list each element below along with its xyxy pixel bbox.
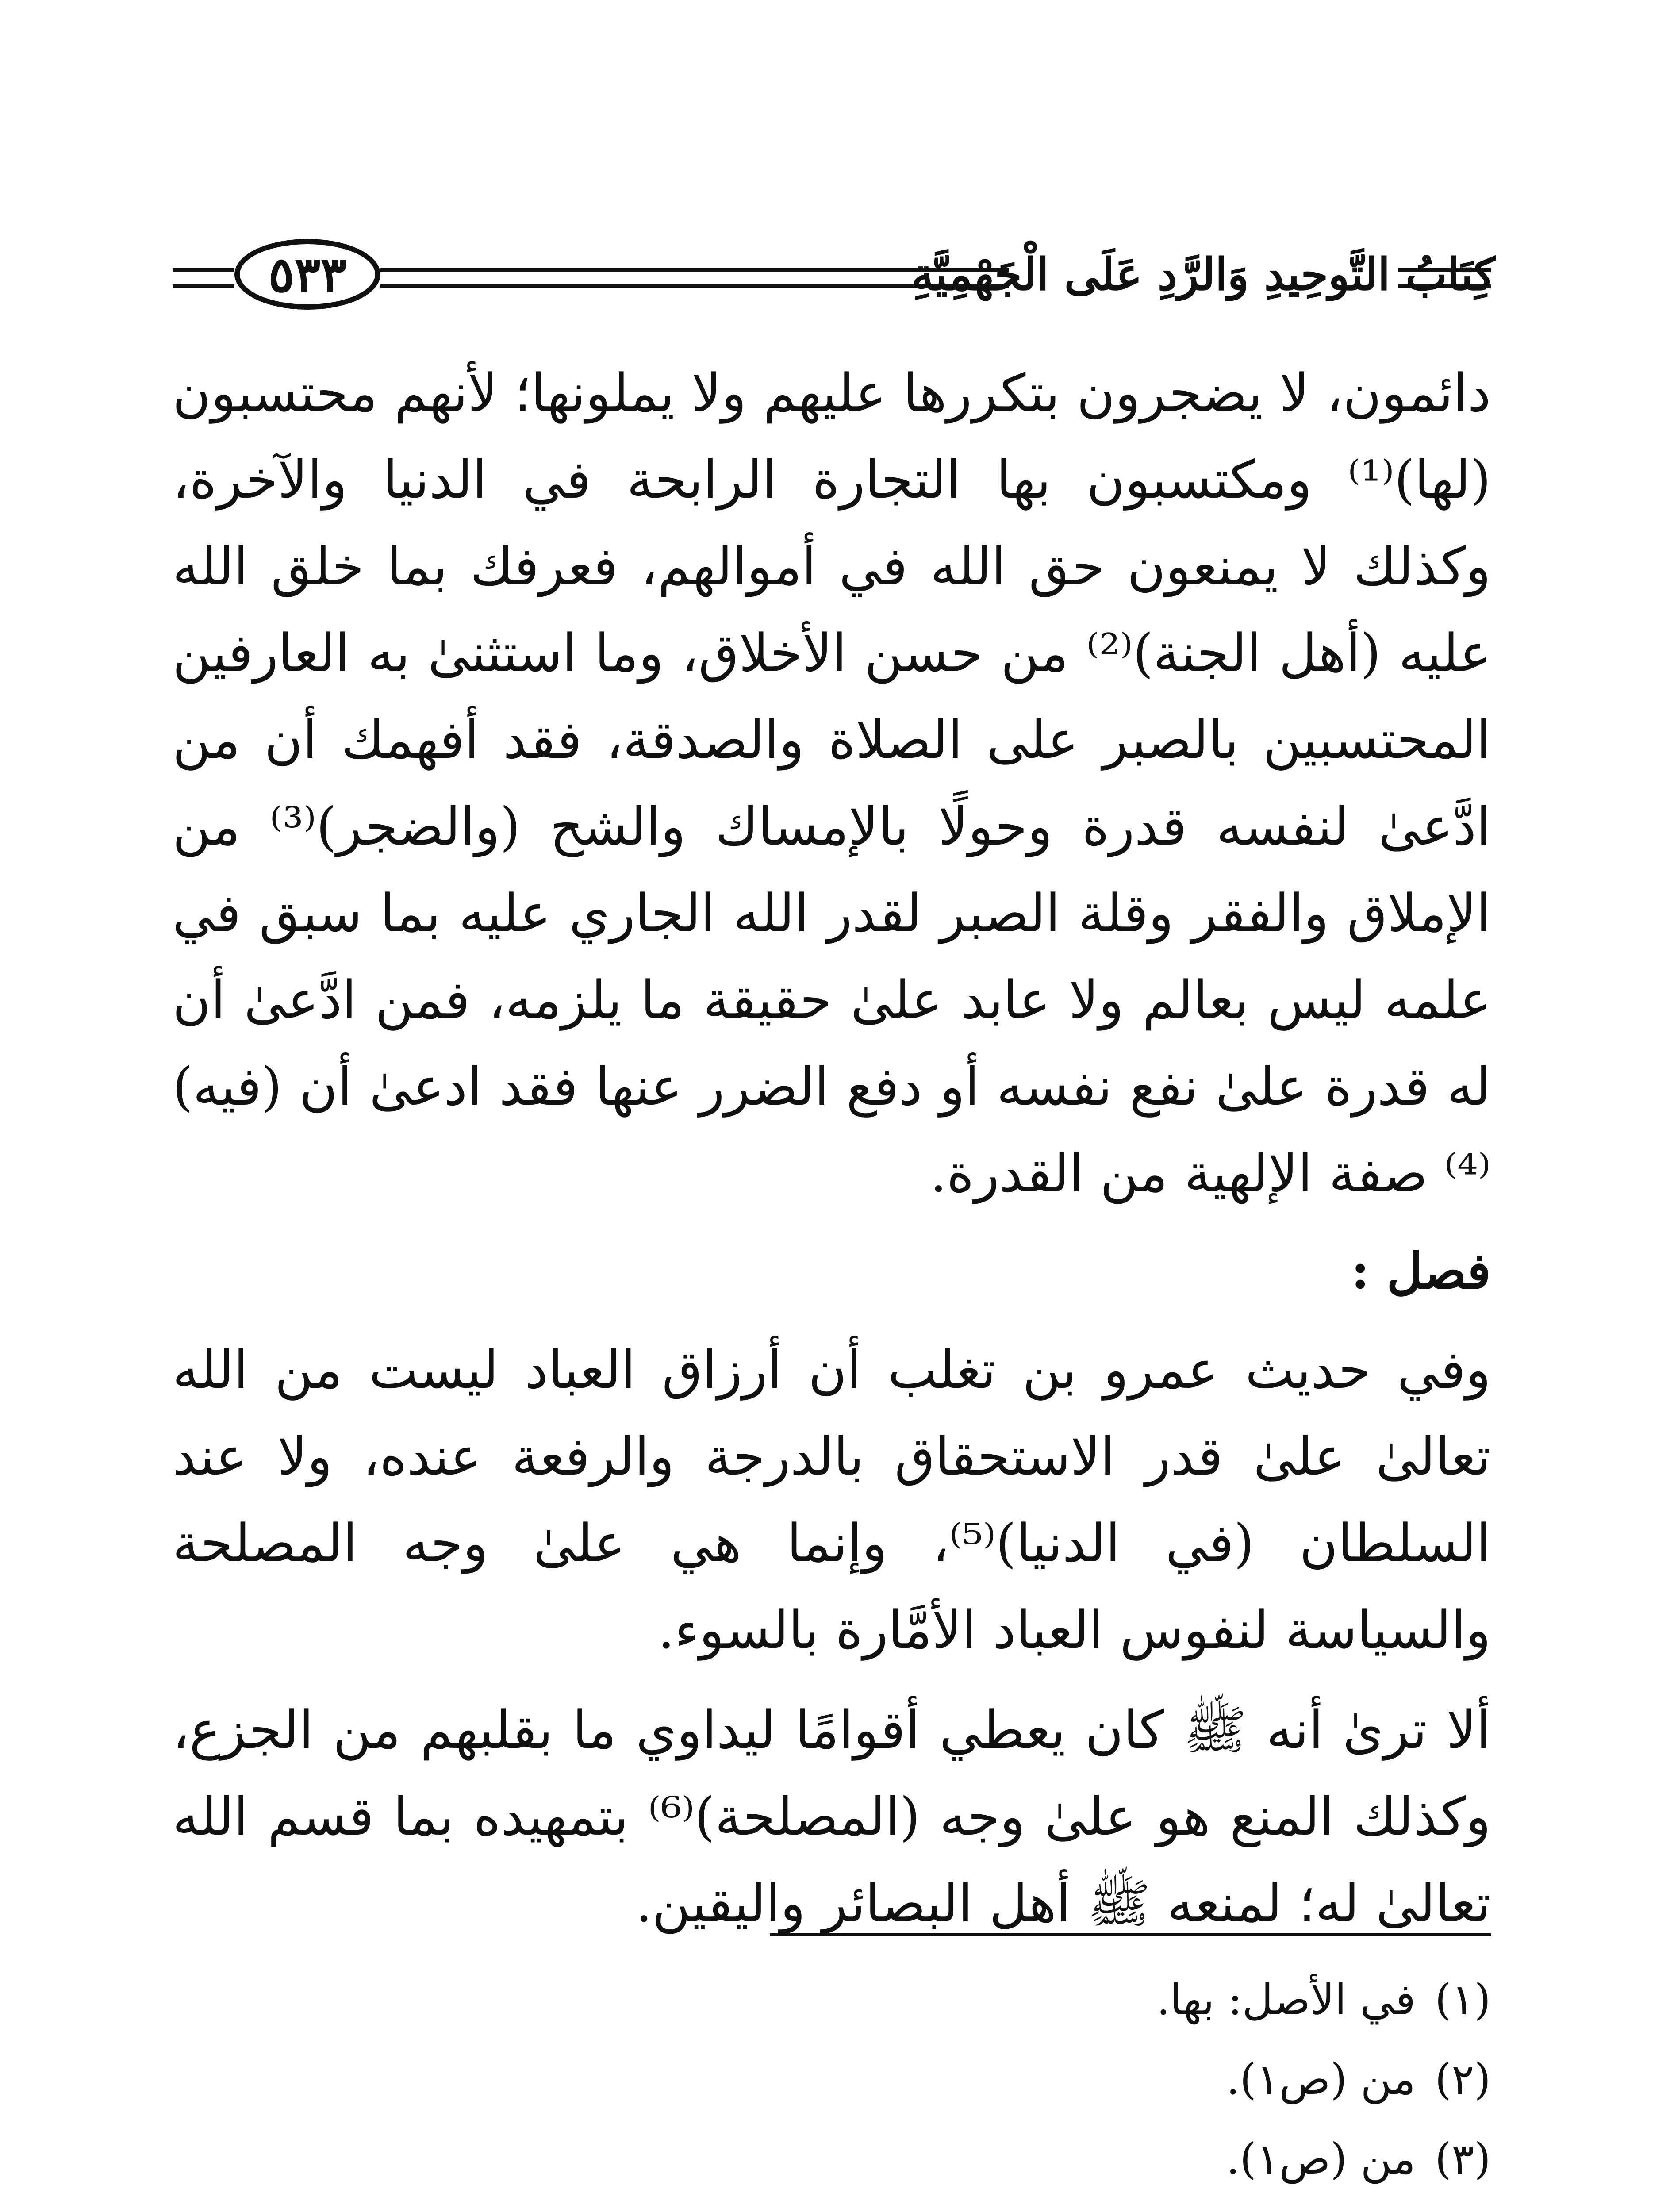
footnote-item <box>664 2039 1491 2119</box>
footnotes-list <box>664 1960 1491 2212</box>
footnote-separator <box>770 1933 1491 1936</box>
footnote-number: (٢) <box>1435 2055 1491 2104</box>
footnote-text: من (ص١). <box>1226 2134 1416 2184</box>
paragraph-3: ألا ترىٰ أنه ﷺ كان يعطي أقوامًا ليداوي ما بقلبهم من الجزع، وكذلك المنع هو علىٰ وجه (المصلحة)⁽⁶⁾ بتمهيده بما قسم الله تعالىٰ له؛ لمنعه ﷺ أهل البصائر واليقين. <box>173 1699 1491 1934</box>
footnote-number <box>1416 2199 1491 2212</box>
footnote-text: في الأصل: بها. <box>1156 1975 1416 2024</box>
paragraph-1: دائمون، لا يضجرون بتكررها عليهم ولا يملونها؛ لأنهم محتسبون (لها)⁽¹⁾ ومكتسبون بها التجارة الرابحة في الدنيا والآخرة، وكذلك لا يمنعون حق الله في أموالهم، فعرفك بما خلق الله عليه (أهل الجنة)⁽²⁾ من حسن الأخلاق، وما استثنىٰ به العارفين المحتسبين بالصبر على الصلاة والصدقة، فقد أفهمك أن من ادَّعىٰ لنفسه قدرة وحولًا بالإمساك والشح (والضجر)⁽³⁾ من الإملاق والفقر وقلة الصبر لقدر الله الجاري عليه بما سبق في علمه ليس بعالم ولا عابد علىٰ حقيقة ما يلزمه، فمن ادَّعىٰ أن له قدرة علىٰ نفع نفسه أو دفع الضرر عنها فقد ادعىٰ أن (فيه)⁽⁴⁾ صفة الإلهية من القدرة. <box>173 362 1491 1204</box>
page-number: ٥٣٣ <box>234 239 380 310</box>
header-rule-left <box>173 268 234 288</box>
paragraph-2: وفي حديث عمرو بن تغلب أن أرزاق العباد ليست من الله تعالىٰ علىٰ قدر الاستحقاق بالدرجة والرفعة عنده، ولا عند السلطان (في الدنيا)⁽⁵⁾، وإنما هي علىٰ وجه المصلحة والسياسة لنفوس العباد الأمَّارة بالسوء. <box>173 1339 1491 1660</box>
book-title: كِتَابُ التَّوحِيدِ وَالرَّدِ عَلَى الْجَهْمِيَّةِ <box>911 248 1495 300</box>
footnote-number: (٣) <box>1435 2134 1491 2184</box>
header-rule-right <box>1398 268 1491 288</box>
footnote-text: من (ص١). <box>1226 2055 1416 2104</box>
footnote-item <box>664 2199 1491 2212</box>
footnote-number: (١) <box>1435 1975 1491 2024</box>
footnote-item <box>664 1960 1491 2039</box>
main-text <box>173 349 1491 1947</box>
footnote-item <box>664 2119 1491 2199</box>
section-heading: فصل : <box>1351 1242 1491 1300</box>
page-header <box>173 230 1495 319</box>
